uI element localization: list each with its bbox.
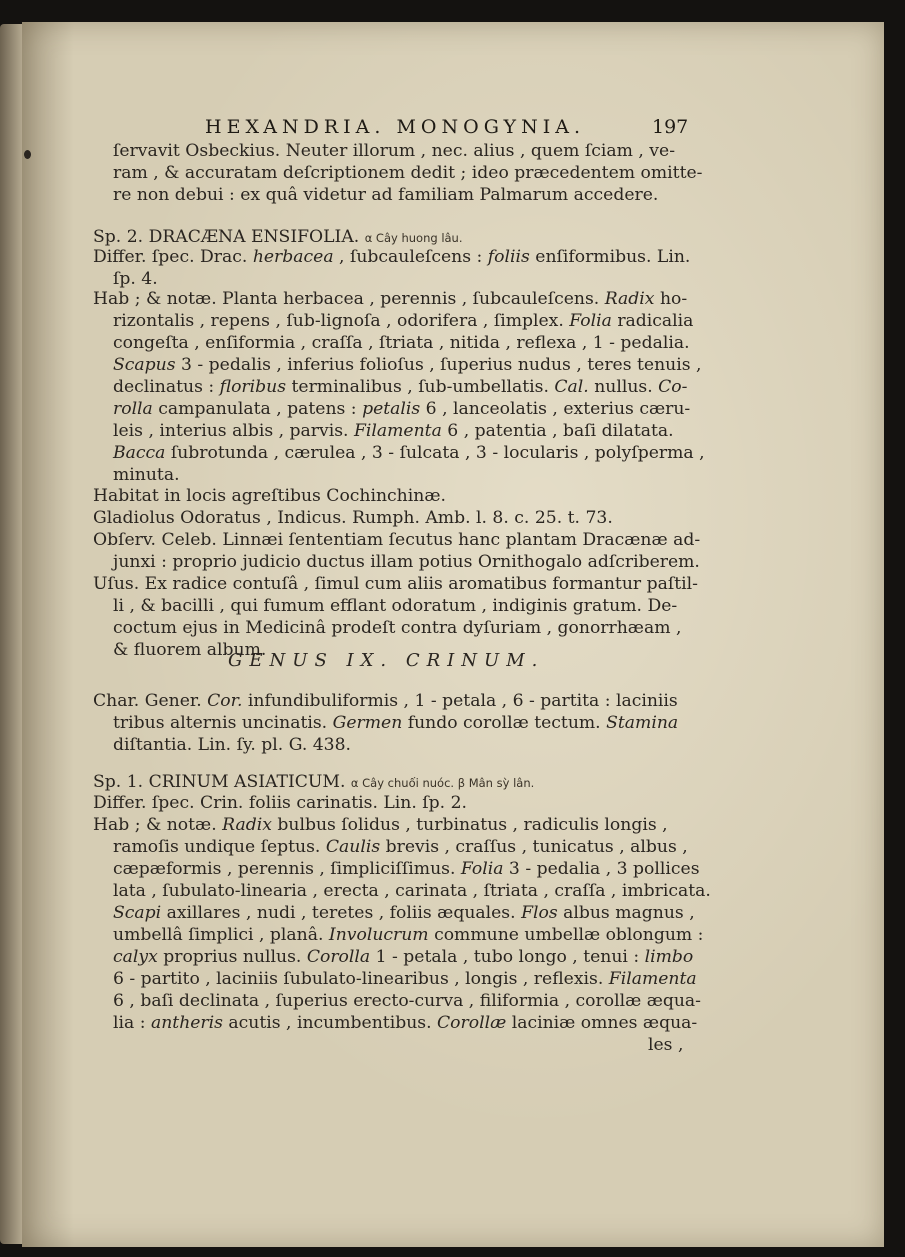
text-line <box>113 442 705 464</box>
text-segment: 1 - petala , tubo longo , tenui : <box>370 947 645 967</box>
text-segment: terminalibus , ſub-umbellatis. <box>286 377 555 397</box>
text-segment: 3 - pedalia , 3 pollices <box>503 859 700 879</box>
text-segment: lata , ſubulato-linearia , erecta , carinata , ſtriata , craſſa , imbricata. <box>113 881 711 901</box>
text-line <box>113 310 693 332</box>
text-segment: declinatus : <box>113 377 220 397</box>
text-line <box>93 246 690 268</box>
italic-term: Scapi <box>113 903 162 923</box>
text-line <box>113 1012 697 1034</box>
species-heading <box>93 771 534 794</box>
text-segment: cæpæformis , perennis , ſimpliciſſimus. <box>113 859 461 879</box>
text-line <box>93 288 687 310</box>
text-line <box>93 690 678 712</box>
italic-term: Scapus <box>113 355 176 375</box>
text-segment: campanulata , patens : <box>152 399 363 419</box>
text-line <box>113 968 697 990</box>
text-line: li , & bacilli , qui fumum efflant odoratum , indiginis gratum. De- <box>113 596 678 616</box>
italic-term: Radix <box>604 289 655 309</box>
text-segment: commune umbellæ oblongum : <box>428 925 704 945</box>
text-line <box>113 990 701 1012</box>
text-segment: nullus. <box>588 377 659 397</box>
italic-term: petalis <box>362 399 421 419</box>
text-segment: ramoſis undique ſeptus. <box>113 837 326 857</box>
text-segment: congeſta , enſiformia , craſſa , ſtriata , nitida , reflexa , 1 - pedalia. <box>113 333 690 353</box>
italic-term: Cal. <box>554 377 589 397</box>
vernacular-name: α Cây chuối nuóc. β Mân sỳ lân. <box>350 776 535 790</box>
ink-mark <box>24 150 31 159</box>
text-line <box>113 902 695 924</box>
italic-term: Filamenta <box>608 969 697 989</box>
italic-term: Bacca <box>113 443 166 463</box>
text-line <box>113 734 351 756</box>
text-segment: bulbus ſolidus , turbinatus , radiculis longis , <box>271 815 668 835</box>
text-line: Differ. ſpec. Crin. foliis carinatis. Lin. ſp. 2. <box>93 793 467 813</box>
italic-term: Cor. <box>207 691 243 711</box>
text-segment: umbellâ ſimplici , planâ. <box>113 925 329 945</box>
text-segment: Differ. ſpec. Drac. <box>93 247 253 267</box>
text-segment: laciniæ omnes æqua- <box>506 1013 698 1033</box>
vernacular-name: α Cây huong lâu. <box>364 231 463 245</box>
text-segment: enſiformibus. Lin. <box>529 247 691 267</box>
text-segment: albus magnus , <box>557 903 695 923</box>
text-segment: Hab ; & notæ. Planta herbacea , perennis , ſubcauleſcens. <box>93 289 605 309</box>
text-line: Uſus. Ex radice contuſâ , ſimul cum aliis aromatibus formantur paſtil- <box>93 574 698 594</box>
italic-term: Caulis <box>325 837 381 857</box>
text-segment: ſubrotunda , cærulea , 3 - ſulcata , 3 - locularis , polyſperma , <box>165 443 705 463</box>
text-segment: brevis , craſſus , tunicatus , albus , <box>380 837 688 857</box>
text-segment: minuta. <box>113 465 180 485</box>
text-line <box>113 464 180 486</box>
italic-term: Flos <box>521 903 558 923</box>
text-segment: 6 , lanceolatis , exterius cæru- <box>420 399 691 419</box>
text-line <box>113 858 700 880</box>
text-segment: lia : <box>113 1013 151 1033</box>
italic-term: Involucrum <box>328 925 429 945</box>
text-segment: fundo corollæ tectum. <box>402 713 607 733</box>
text-line: Obſerv. Celeb. Linnæi ſententiam ſecutus hanc plantam Dracænæ ad- <box>93 530 701 550</box>
italic-term: Corollæ <box>437 1013 507 1033</box>
text-line: Gladiolus Odoratus , Indicus. Rumph. Amb. l. 8. c. 25. t. 73. <box>93 508 613 528</box>
text-line <box>113 836 688 858</box>
text-line <box>113 354 701 376</box>
italic-term: Germen <box>332 713 403 733</box>
text-segment: leis , interius albis , parvis. <box>113 421 354 441</box>
text-segment: 6 , patentia , baſi dilatata. <box>441 421 674 441</box>
text-line: & fluorem album. <box>113 640 267 660</box>
text-segment: Char. Gener. <box>93 691 208 711</box>
text-line <box>113 924 703 946</box>
text-segment: axillares , nudi , teretes , foliis æquales. <box>161 903 522 923</box>
text-segment: ho- <box>654 289 688 309</box>
italic-term: antheris <box>150 1013 223 1033</box>
text-line: re non debui : ex quâ videtur ad familiam Palmarum accedere. <box>113 185 659 205</box>
species-name: Sp. 2. DRACÆNA ENSIFOLIA. <box>93 227 360 247</box>
text-segment: radicalia <box>611 311 694 331</box>
italic-term: floribus <box>219 377 287 397</box>
text-line <box>113 420 674 442</box>
italic-term: Filamenta <box>353 421 442 441</box>
text-line <box>113 376 687 398</box>
text-line: coctum ejus in Medicinâ prodeſt contra dyſuriam , gonorrhæam , <box>113 618 682 638</box>
text-line <box>113 398 690 420</box>
italic-term: Folia <box>569 311 612 331</box>
italic-term: Stamina <box>606 713 679 733</box>
text-line <box>113 880 711 902</box>
text-line: Habitat in locis agreſtibus Cochinchinæ. <box>93 486 446 506</box>
header-title: HEXANDRIA. MONOGYNIA. <box>205 116 585 138</box>
text-segment: 6 , baſi declinata , ſuperius erecto-curva , filiformia , corollæ æqua- <box>113 991 701 1011</box>
text-line: ſp. 4. <box>113 269 158 289</box>
facing-page-edge <box>0 24 22 1244</box>
italic-term: rolla <box>113 399 153 419</box>
italic-term: Folia <box>460 859 504 879</box>
italic-term: Co- <box>658 377 688 397</box>
text-line <box>113 712 678 734</box>
page-number: 197 <box>652 116 689 138</box>
text-line <box>93 814 668 836</box>
species-name: Sp. 1. CRINUM ASIATICUM. <box>93 772 346 792</box>
italic-term: calyx <box>113 947 158 967</box>
text-line <box>113 946 693 968</box>
catchword: les , <box>648 1035 684 1055</box>
running-header <box>0 116 905 138</box>
italic-term: Corolla <box>306 947 371 967</box>
text-segment: Hab ; & notæ. <box>93 815 223 835</box>
text-segment: infundibuliformis , 1 - petala , 6 - partita : laciniis <box>242 691 678 711</box>
italic-term: foliis <box>487 247 530 267</box>
text-segment: 6 - partito , laciniis ſubulato-linearibus , longis , reflexis. <box>113 969 609 989</box>
text-line: junxi : proprio judicio ductus illam potius Ornithogalo adſcriberem. <box>113 552 700 572</box>
text-segment: rizontalis , repens , ſub-lignoſa , odorifera , ſimplex. <box>113 311 570 331</box>
text-segment: , ſubcauleſcens : <box>333 247 488 267</box>
italic-term: limbo <box>644 947 694 967</box>
italic-term: Radix <box>222 815 272 835</box>
text-segment: 3 - pedalis , inferius folioſus , ſuperius nudus , teres tenuis , <box>175 355 702 375</box>
text-segment: acutis , incumbentibus. <box>222 1013 438 1033</box>
italic-term: herbacea <box>252 247 334 267</box>
text-line <box>113 332 690 354</box>
genus-heading: GENUS IX. CRINUM. <box>228 650 545 671</box>
text-segment: proprius nullus. <box>157 947 307 967</box>
text-line: ſervavit Osbeckius. Neuter illorum , nec. alius , quem ſciam , ve- <box>113 141 676 161</box>
text-line: ram , & accuratam deſcriptionem dedit ; ideo præcedentem omitte- <box>113 163 703 183</box>
text-segment: tribus alternis uncinatis. <box>113 713 333 733</box>
text-segment: diſtantia. Lin. ſy. pl. G. 438. <box>113 735 352 755</box>
